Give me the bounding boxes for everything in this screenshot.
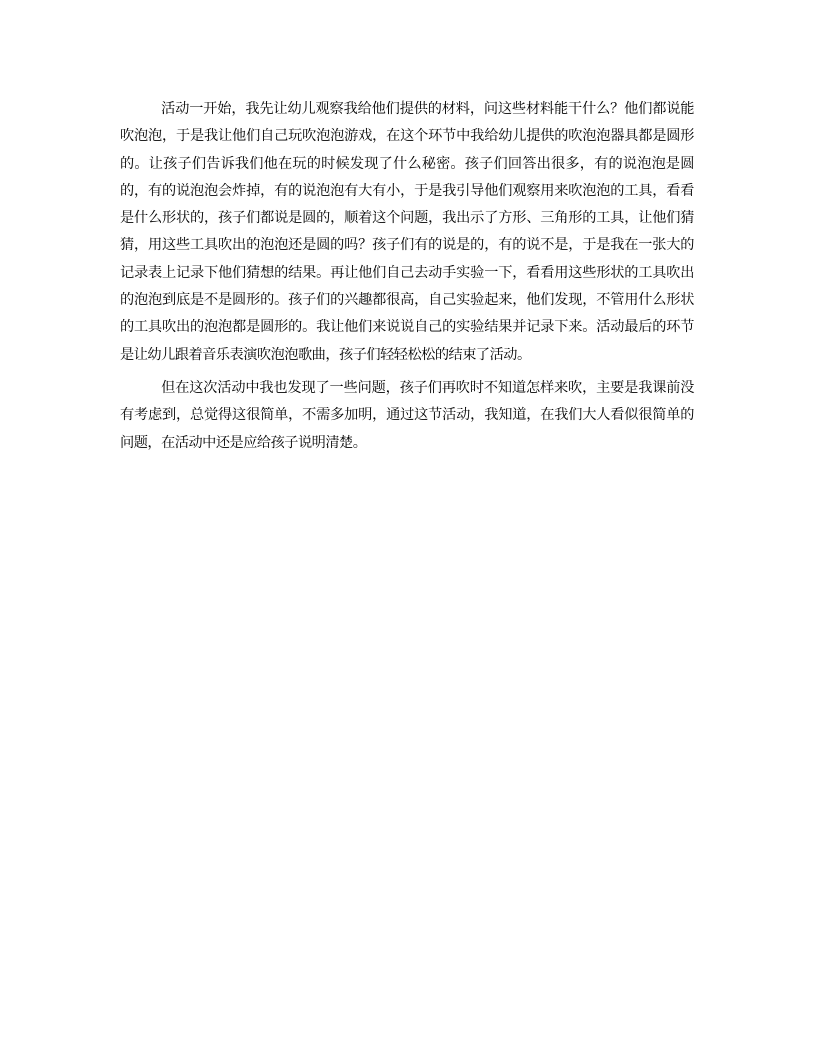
paragraph-activity-process: 活动一开始，我先让幼儿观察我给他们提供的材料，问这些材料能干什么？他们都说能吹泡泡，于是我让他们自己玩吹泡泡游戏，在这个环节中我给幼儿提供的吹泡泡器具都是圆形的。让孩子们告诉我们他在玩的时候发现了什么秘密。孩子们回答出很多，有的说泡泡是圆的，有的说泡泡会炸掉，有的说泡泡有大有小，于是我引导他们观察用来吹泡泡的工具，看看是什么形状的，孩子们都说是圆的，顺着这个问题，我出示了方形、三角形的工具，让他们猜猜，用这些工具吹出的泡泡还是圆的吗？孩子们有的说是的，有的说不是，于是我在一张大的记录表上记录下他们猜想的结果。再让他们自己去动手实验一下，看看用这些形状的工具吹出的泡泡到底是不是圆形的。孩子们的兴趣都很高，自己实验起来，他们发现，不管用什么形状的工具吹出的泡泡都是圆形的。我让他们来说说自己的实验结果并记录下来。活动最后的环节是让幼儿跟着音乐表演吹泡泡歌曲，孩子们轻轻松松的结束了活动。	[120, 101, 694, 363]
document-body	[120, 96, 694, 457]
paragraph-reflection: 但在这次活动中我也发现了一些问题，孩子们再吹时不知道怎样来吹，主要是我课前没有考虑到，总觉得这很简单，不需多加明，通过这节活动，我知道，在我们大人看似很简单的问题，在活动中还是应给孩子说明清楚。	[120, 379, 694, 451]
